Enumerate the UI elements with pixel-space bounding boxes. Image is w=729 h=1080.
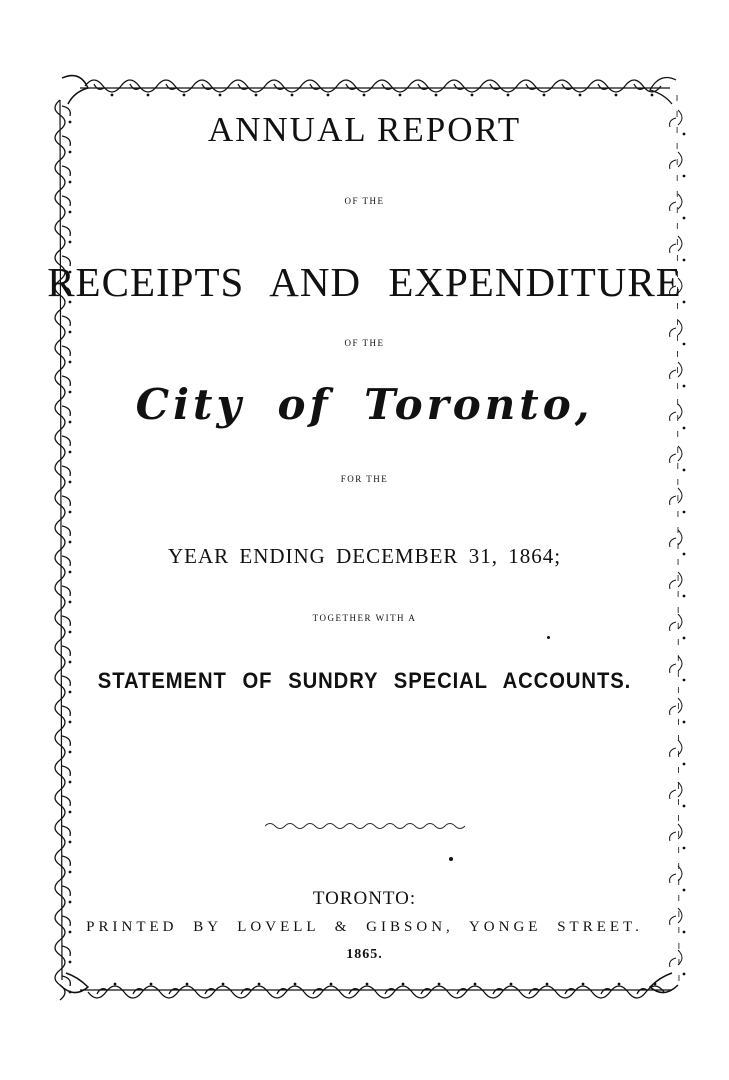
wavy-divider-icon bbox=[265, 820, 465, 832]
report-period: YEAR ENDING DECEMBER 31, 1864; bbox=[167, 544, 562, 568]
city-name: City of Toronto, bbox=[135, 380, 594, 429]
ink-speck bbox=[449, 857, 453, 861]
publication-year: 1865. bbox=[346, 947, 383, 962]
report-subject: RECEIPTS AND EXPENDITURE bbox=[47, 259, 682, 305]
statement-line: STATEMENT OF SUNDRY SPECIAL ACCOUNTS. bbox=[97, 668, 632, 693]
publication-place: TORONTO: bbox=[312, 888, 417, 909]
connector-for-the: FOR THE bbox=[340, 474, 389, 484]
connector-together-with: TOGETHER WITH A bbox=[312, 613, 417, 623]
report-title: ANNUAL REPORT bbox=[207, 110, 522, 149]
connector-of-the: OF THE bbox=[344, 196, 385, 206]
printer-line: PRINTED BY LOVELL & GIBSON, YONGE STREET. bbox=[86, 919, 643, 935]
ink-speck bbox=[547, 636, 550, 639]
connector-of-the-2: OF THE bbox=[344, 338, 385, 348]
